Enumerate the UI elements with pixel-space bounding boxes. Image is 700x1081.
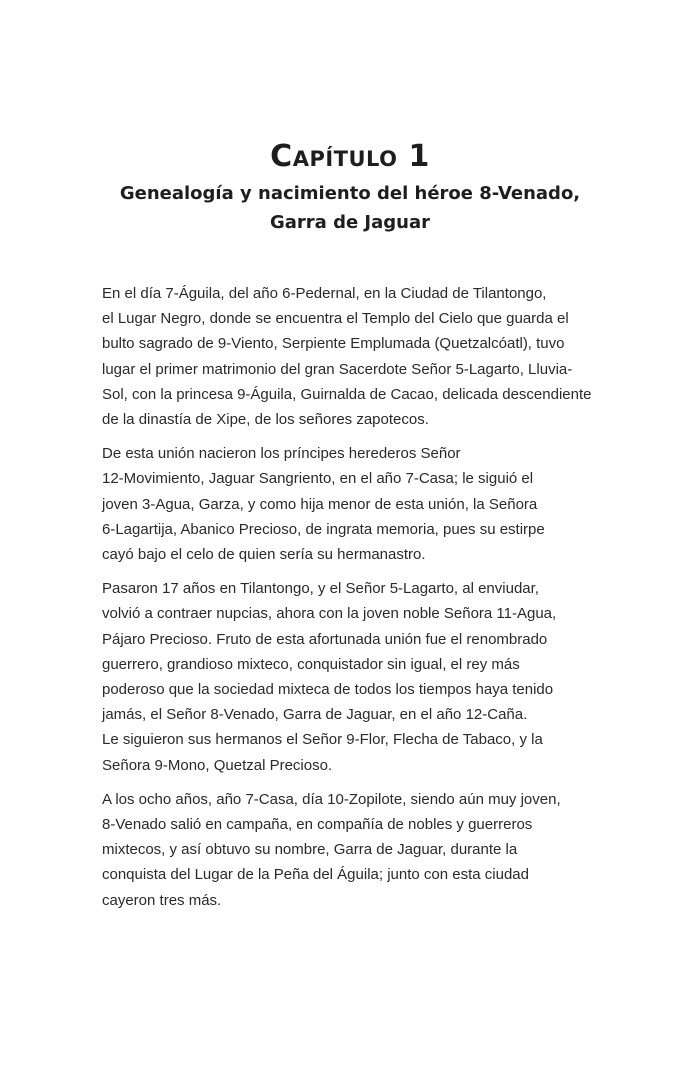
text-line: 12-Movimiento, Jaguar Sangriento, en el año 7-Casa; le siguió el bbox=[102, 470, 534, 488]
chapter-heading: Capítulo 1 bbox=[270, 139, 430, 174]
chapter-subtitle-line: Garra de Jaguar bbox=[269, 212, 430, 233]
text-line: Le siguieron sus hermanos el Señor 9-Flor, Flecha de Tabaco, y la bbox=[102, 731, 543, 749]
text-line: Sol, con la princesa 9-Águila, Guirnalda de Cacao, delicada descendiente bbox=[102, 385, 592, 403]
chapter-subtitle-line: Genealogía y nacimiento del héroe 8-Venado, bbox=[119, 183, 581, 204]
text-line: A los ocho años, año 7-Casa, día 10-Zopilote, siendo aún muy joven, bbox=[102, 790, 561, 808]
text-line: conquista del Lugar de la Peña del Águila; junto con esta ciudad bbox=[102, 866, 529, 884]
chapter-body bbox=[102, 281, 622, 922]
paragraph bbox=[102, 281, 622, 432]
text-line: Pájaro Precioso. Fruto de esta afortunada unión fue el renombrado bbox=[102, 630, 548, 648]
text-line: el Lugar Negro, donde se encuentra el Templo del Cielo que guarda el bbox=[102, 310, 569, 328]
text-line: cayeron tres más. bbox=[102, 891, 222, 909]
text-line: volvió a contraer nupcias, ahora con la joven noble Señora 11-Agua, bbox=[102, 605, 557, 623]
text-line: poderoso que la sociedad mixteca de todos los tiempos haya tenido bbox=[102, 681, 554, 699]
paragraph bbox=[102, 576, 622, 778]
text-line: lugar el primer matrimonio del gran Sacerdote Señor 5-Lagarto, Lluvia- bbox=[102, 360, 573, 378]
chapter-subtitle bbox=[0, 179, 700, 237]
text-line: jamás, el Señor 8-Venado, Garra de Jaguar, en el año 12-Caña. bbox=[102, 706, 528, 724]
text-line: cayó bajo el celo de quien sería su hermanastro. bbox=[102, 546, 426, 564]
text-line: joven 3-Agua, Garza, y como hija menor de esta unión, la Señora bbox=[102, 495, 538, 513]
text-line: guerrero, grandioso mixteco, conquistador sin igual, el rey más bbox=[102, 655, 520, 673]
paragraph bbox=[102, 787, 622, 913]
text-line: Pasaron 17 años en Tilantongo, y el Señor 5-Lagarto, al enviudar, bbox=[102, 580, 539, 598]
text-line: De esta unión nacieron los príncipes herederos Señor bbox=[102, 445, 461, 463]
paragraph bbox=[102, 441, 622, 567]
text-line: de la dinastía de Xipe, de los señores zapotecos. bbox=[102, 411, 429, 429]
text-line: mixtecos, y así obtuvo su nombre, Garra de Jaguar, durante la bbox=[102, 841, 518, 859]
text-line: En el día 7-Águila, del año 6-Pedernal, en la Ciudad de Tilantongo, bbox=[102, 285, 547, 302]
text-line: Señora 9-Mono, Quetzal Precioso. bbox=[102, 756, 333, 774]
text-line: 6-Lagartija, Abanico Precioso, de ingrata memoria, pues su estirpe bbox=[102, 520, 545, 538]
text-line: bulto sagrado de 9-Viento, Serpiente Emplumada (Quetzalcóatl), tuvo bbox=[102, 335, 565, 353]
text-line: 8-Venado salió en campaña, en compañía de nobles y guerreros bbox=[102, 816, 533, 834]
